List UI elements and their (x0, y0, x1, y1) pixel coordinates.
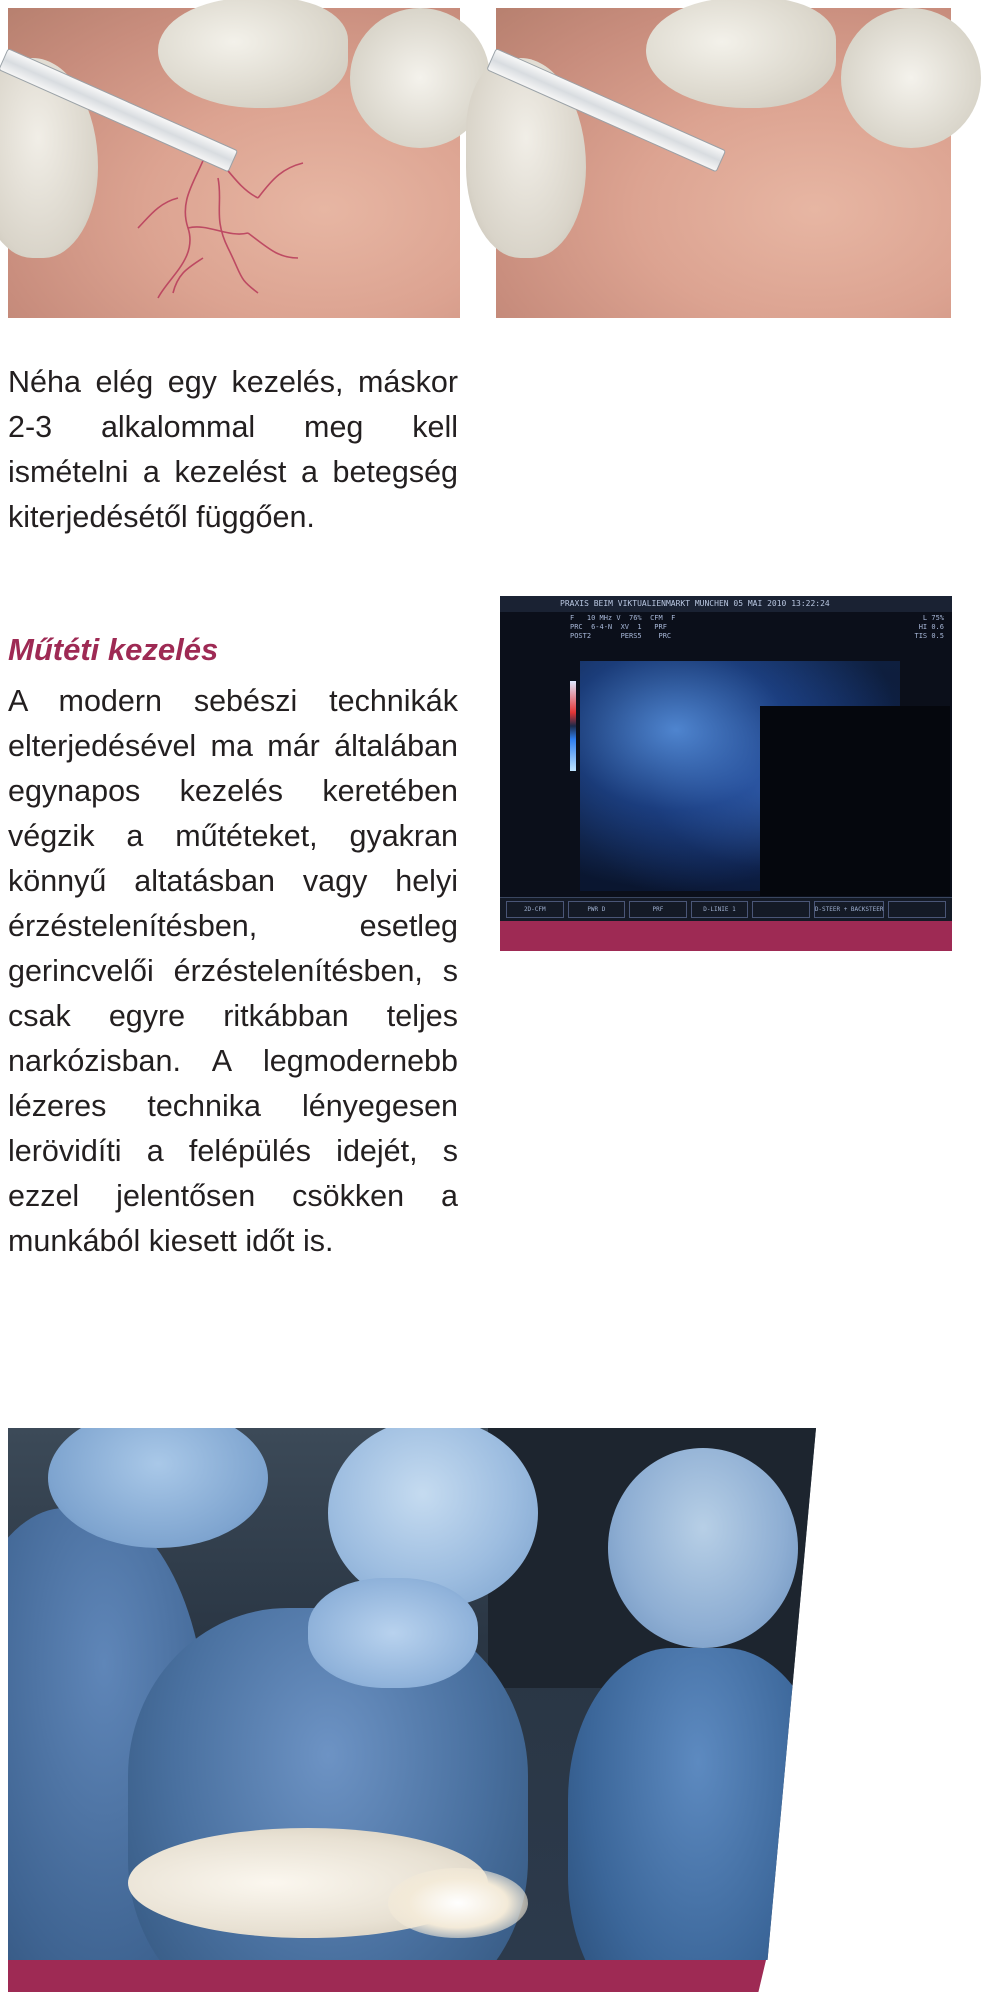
ultrasound-shadow (760, 706, 950, 896)
ultrasound-image (500, 596, 952, 921)
injection-photo-before (8, 8, 460, 318)
ultrasound-color-scale (570, 681, 576, 771)
intro-text: Néha elég egy kezelés, máskor 2-3 alkalommal meg kell ismételni a kezelést a betegség kiterjedésétől függően. (8, 365, 458, 534)
ultrasound-button-bar (500, 897, 952, 921)
us-button: PWR D (568, 901, 626, 918)
surgeon-center-mask (308, 1578, 478, 1688)
glove-right (841, 8, 981, 148)
surgery-text: A modern sebészi technikák elterjedésével ma már általában egynapos kezelés keretében végzik a műtéteket, gyakran könnyű altatásban vagy helyi érzéstelenítésben, esetleg gerincvelői érzéstelenítésben, s csak egyre ritkábban teljes narkózisban. A legmodernebb lézeres technika lényegesen lerövidíti a felépülés idejét, s ezzel jelentősen csökken a munkából kiesett időt is. (8, 684, 458, 1258)
ultrasound-params-right: L 75% HI 0.6 TIS 0.5 (914, 614, 944, 640)
glove-top (646, 0, 836, 108)
section-heading: Műtéti kezelés (8, 632, 219, 667)
ultrasound-header: PRAXIS BEIM VIKTUALIENMARKT MUNCHEN 05 MAI 2010 13:22:24 (500, 596, 952, 612)
ultrasound-params-left: F 10 MHz V 76% CFM F PRC 6-4-N XV 1 PRF POST2 PERS5 PRC (570, 614, 676, 640)
us-button (752, 901, 810, 918)
instrument-highlight (388, 1868, 528, 1938)
intro-paragraph (8, 360, 458, 540)
us-button: D-LINIE 1 (691, 901, 749, 918)
surgeon-right-cap (608, 1448, 798, 1648)
us-button: PRF (629, 901, 687, 918)
spider-veins (118, 108, 318, 308)
ultrasound-accent-bar (500, 921, 952, 951)
surgeon-right-body (568, 1648, 816, 1960)
surgery-accent-bar (8, 1960, 766, 1992)
injection-photo-after (496, 8, 951, 318)
us-button: D-STEER + BACKSTEER (814, 901, 885, 918)
us-button: 2D-CFM (506, 901, 564, 918)
glove-top (158, 0, 348, 108)
surgery-paragraph (8, 679, 458, 1264)
us-button (888, 901, 946, 918)
surgery-photo (8, 1428, 816, 1960)
